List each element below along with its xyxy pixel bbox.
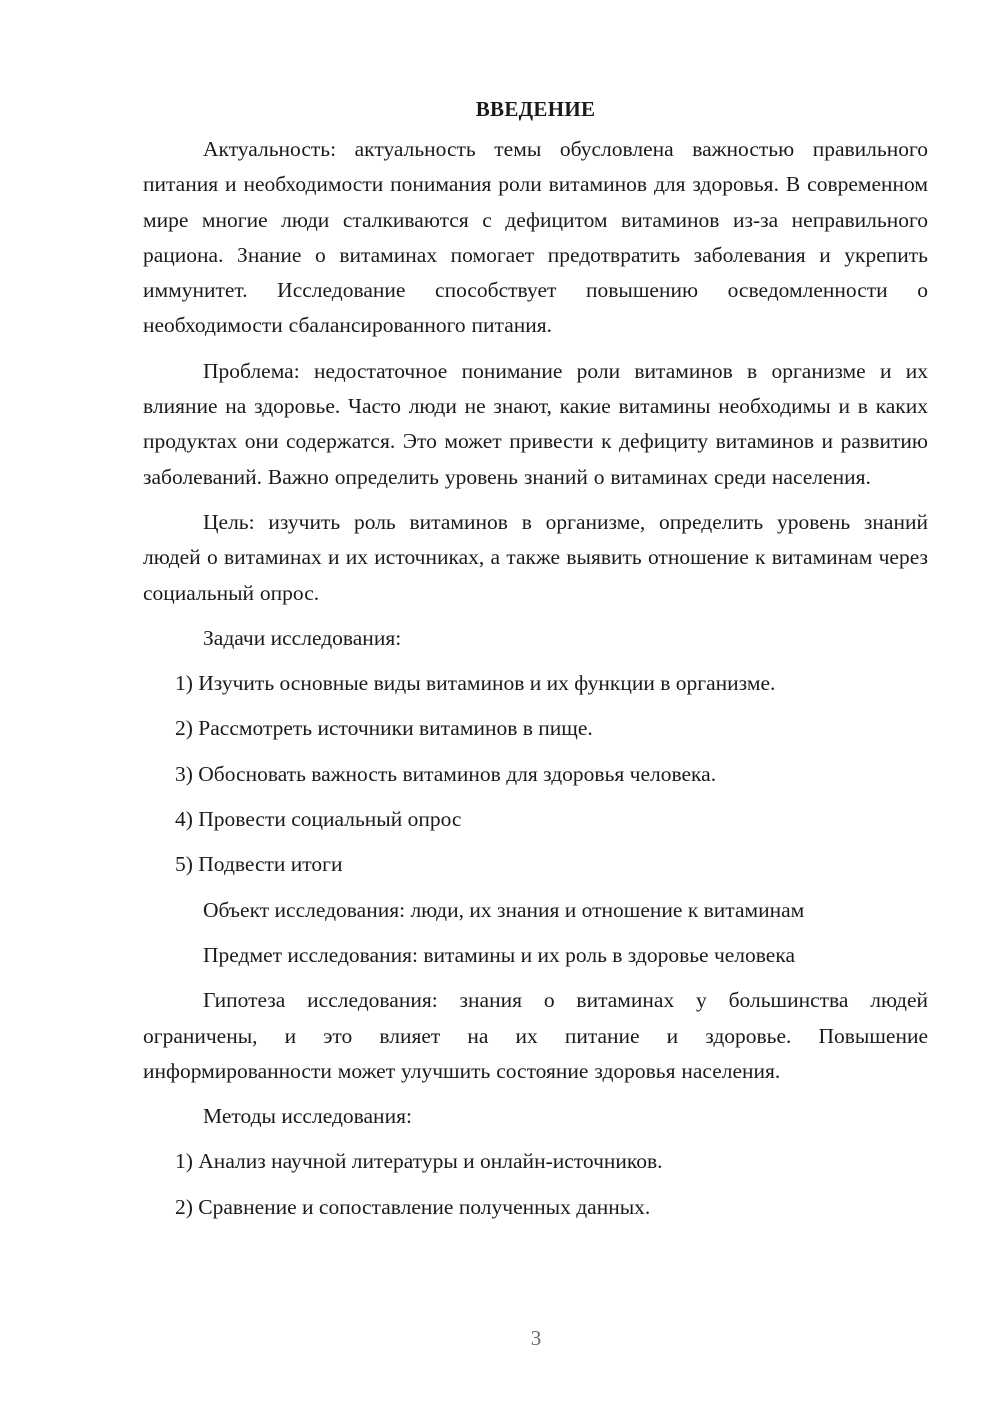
task-item: 3) Обосновать важность витаминов для здоровья человека. <box>175 761 717 786</box>
research-object: Объект исследования: люди, их знания и отношение к витаминам <box>203 897 805 922</box>
task-item: 1) Изучить основные виды витаминов и их функции в организме. <box>175 671 776 696</box>
section-heading: ВВЕДЕНИЕ <box>475 97 596 121</box>
task-item: 4) Провести социальный опрос <box>175 807 462 832</box>
task-item: 5) Подвести итоги <box>175 852 343 877</box>
document-page <box>143 92 928 1235</box>
method-item: 2) Сравнение и сопоставление полученных данных. <box>175 1194 651 1219</box>
tasks-title: Задачи исследования: <box>203 625 402 650</box>
methods-title: Методы исследования: <box>203 1104 412 1129</box>
page-number: 3 <box>530 1326 542 1350</box>
hypothesis-paragraph: Гипотеза исследования: знания о витаминах у большинства людей ограничены, и это влияет на их питание и здоровье. Повышение информированности может улучшить состояние здоровья населения. <box>143 988 928 1083</box>
problem-paragraph: Проблема: недостаточное понимание роли витаминов в организме и их влияние на здоровье. Часто люди не знают, какие витамины необходимы и в каких продуктах они содержатся. Это может привести к дефициту витаминов и развитию заболеваний. Важно определить уровень знаний о витаминах среди населения. <box>143 358 928 489</box>
goal-paragraph: Цель: изучить роль витаминов в организме, определить уровень знаний людей о витаминах и их источниках, а также выявить отношение к витаминам через социальный опрос. <box>143 509 928 605</box>
relevance-paragraph: Актуальность: актуальность темы обусловлена важностью правильного питания и необходимости понимания роли витаминов для здоровья. В современном мире многие люди сталкиваются с дефицитом витаминов из-за неправильного рациона. Знание о витаминах помогает предотвратить заболевания и укрепить иммунитет. Исследование способствует повышению осведомленности о необходимости сбалансированного питания. <box>143 137 928 338</box>
task-item: 2) Рассмотреть источники витаминов в пище. <box>175 716 593 741</box>
method-item: 1) Анализ научной литературы и онлайн-источников. <box>175 1149 663 1174</box>
research-subject: Предмет исследования: витамины и их роль в здоровье человека <box>203 942 796 967</box>
